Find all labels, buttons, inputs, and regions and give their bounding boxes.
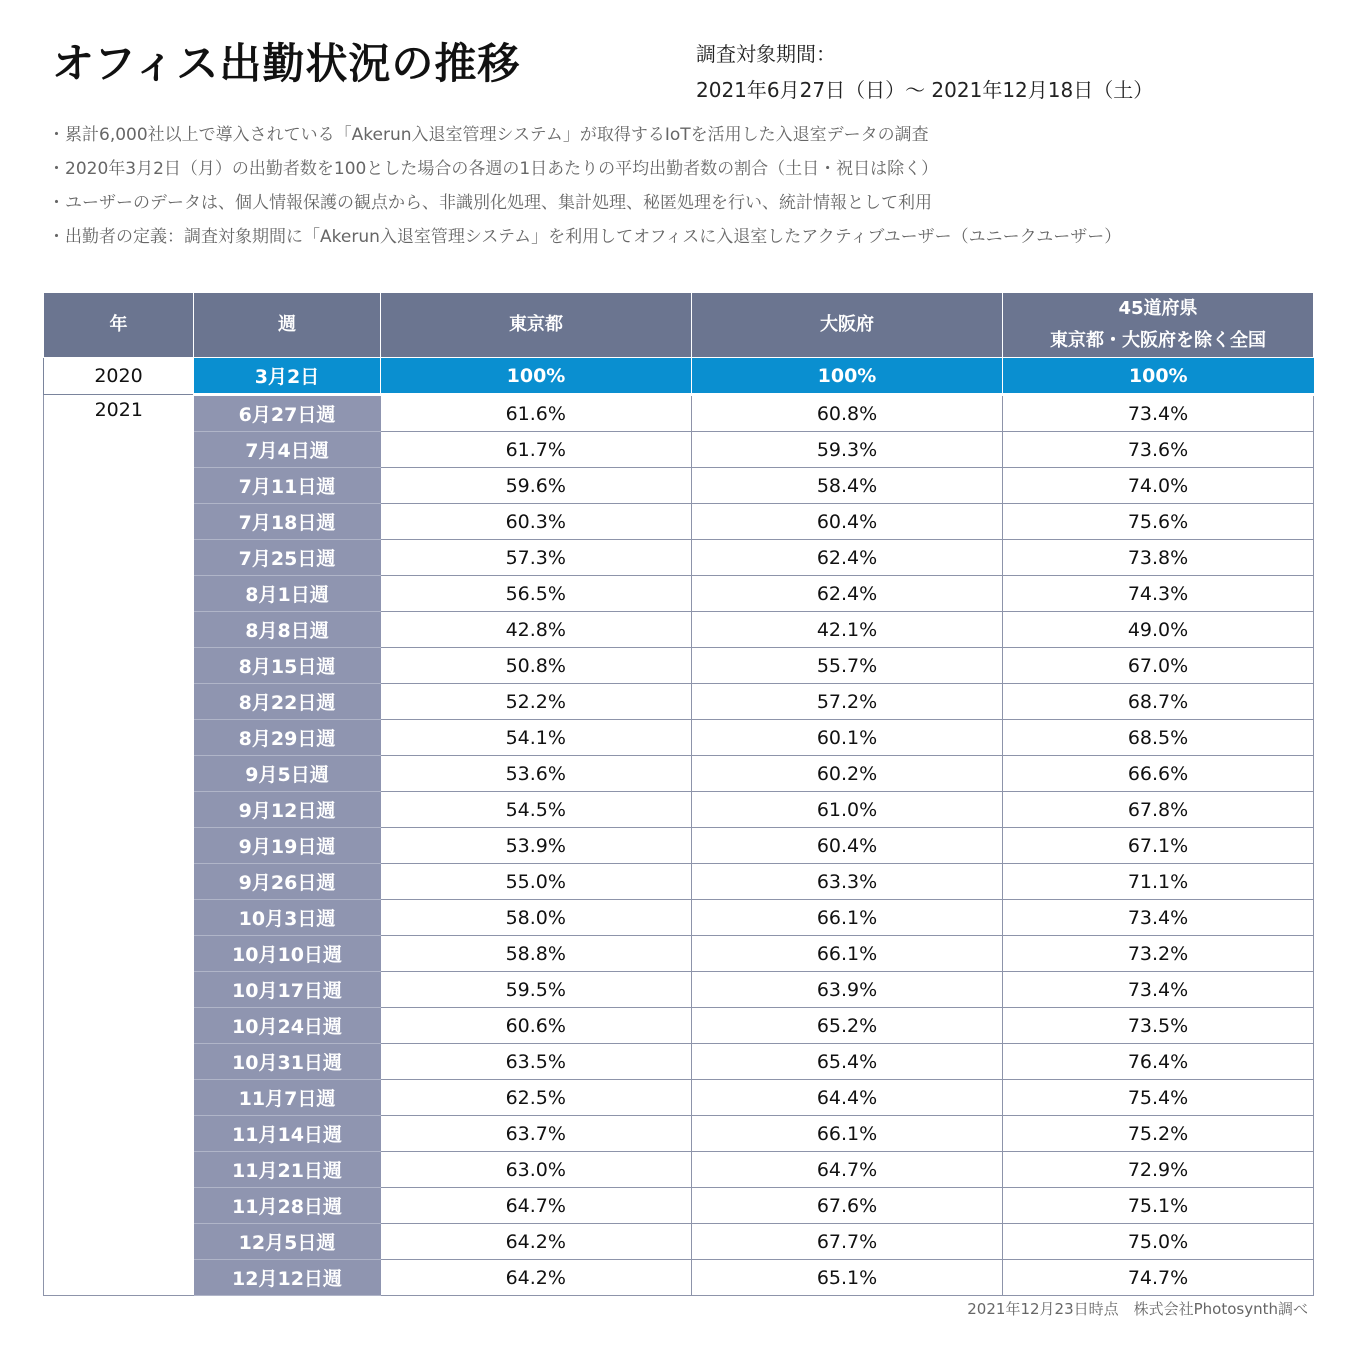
osaka-cell: 65.2% xyxy=(692,1008,1003,1044)
osaka-cell: 66.1% xyxy=(692,936,1003,972)
tokyo-cell: 63.7% xyxy=(381,1116,692,1152)
header-other-line2: 東京都・大阪府を除く全国 xyxy=(1050,330,1266,351)
osaka-cell: 57.2% xyxy=(692,684,1003,720)
tokyo-cell: 54.1% xyxy=(381,720,692,756)
osaka-cell: 60.4% xyxy=(692,504,1003,540)
week-cell: 8月22日週 xyxy=(194,684,381,720)
table-row xyxy=(44,1044,1314,1080)
note-item: ・ 2020年3月2日（月）の出勤者数を100とした場合の各週の1日あたりの平均出勤者数の割合（土日・祝日は除く） xyxy=(48,152,1308,186)
other-cell: 76.4% xyxy=(1003,1044,1314,1080)
tokyo-cell: 58.8% xyxy=(381,936,692,972)
other-cell: 67.0% xyxy=(1003,648,1314,684)
table-row xyxy=(44,756,1314,792)
osaka-cell: 64.7% xyxy=(692,1152,1003,1188)
note-item: ・ 出勤者の定義：調査対象期間に「Akerun入退室管理システム」を利用してオフィスに入退室したアクティブユーザー（ユニークユーザー） xyxy=(48,220,1308,254)
tokyo-cell: 60.3% xyxy=(381,504,692,540)
osaka-cell: 64.4% xyxy=(692,1080,1003,1116)
table-header-row xyxy=(44,293,1314,358)
table-row xyxy=(44,720,1314,756)
table-row xyxy=(44,1152,1314,1188)
header-week: 週 xyxy=(194,293,381,358)
other-cell: 74.7% xyxy=(1003,1260,1314,1296)
tokyo-cell: 63.0% xyxy=(381,1152,692,1188)
table-row xyxy=(44,936,1314,972)
other-cell: 74.3% xyxy=(1003,576,1314,612)
week-cell: 9月5日週 xyxy=(194,756,381,792)
year-cell: 2021 xyxy=(44,395,194,1296)
week-cell: 11月7日週 xyxy=(194,1080,381,1116)
osaka-cell: 67.6% xyxy=(692,1188,1003,1224)
tokyo-cell: 57.3% xyxy=(381,540,692,576)
osaka-cell: 62.4% xyxy=(692,540,1003,576)
note-item: ・ 累計6,000社以上で導入されている「Akerun入退室管理システム」が取得するIoTを活用した入退室データの調査 xyxy=(48,118,1308,152)
table-row xyxy=(44,1188,1314,1224)
other-cell: 75.4% xyxy=(1003,1080,1314,1116)
other-cell: 71.1% xyxy=(1003,864,1314,900)
week-cell: 7月4日週 xyxy=(194,432,381,468)
source-footer: 2021年12月23日時点 株式会社Photosynth調べ xyxy=(967,1300,1308,1318)
week-cell: 11月14日週 xyxy=(194,1116,381,1152)
tokyo-cell: 60.6% xyxy=(381,1008,692,1044)
table-row xyxy=(44,1224,1314,1260)
osaka-cell: 67.7% xyxy=(692,1224,1003,1260)
other-cell: 73.4% xyxy=(1003,395,1314,432)
week-cell: 6月27日週 xyxy=(194,395,381,432)
other-cell: 49.0% xyxy=(1003,612,1314,648)
table-row xyxy=(44,395,1314,432)
tokyo-cell: 50.8% xyxy=(381,648,692,684)
tokyo-cell: 58.0% xyxy=(381,900,692,936)
table-row xyxy=(44,648,1314,684)
week-cell: 9月26日週 xyxy=(194,864,381,900)
other-cell: 68.5% xyxy=(1003,720,1314,756)
page-title: オフィス出勤状況の推移 xyxy=(52,39,521,88)
other-cell: 75.6% xyxy=(1003,504,1314,540)
tokyo-cell: 62.5% xyxy=(381,1080,692,1116)
table-row xyxy=(44,1008,1314,1044)
other-cell: 74.0% xyxy=(1003,468,1314,504)
osaka-cell: 60.8% xyxy=(692,395,1003,432)
tokyo-cell: 61.7% xyxy=(381,432,692,468)
week-cell: 12月12日週 xyxy=(194,1260,381,1296)
tokyo-cell: 64.2% xyxy=(381,1224,692,1260)
table-row xyxy=(44,864,1314,900)
week-cell: 8月15日週 xyxy=(194,648,381,684)
osaka-cell: 66.1% xyxy=(692,1116,1003,1152)
week-cell: 10月24日週 xyxy=(194,1008,381,1044)
table-row xyxy=(44,432,1314,468)
tokyo-cell: 54.5% xyxy=(381,792,692,828)
other-cell: 75.0% xyxy=(1003,1224,1314,1260)
week-cell: 8月29日週 xyxy=(194,720,381,756)
other-cell: 73.4% xyxy=(1003,900,1314,936)
other-cell: 73.2% xyxy=(1003,936,1314,972)
tokyo-cell: 64.7% xyxy=(381,1188,692,1224)
other-cell: 73.6% xyxy=(1003,432,1314,468)
table-row xyxy=(44,468,1314,504)
table-row xyxy=(44,900,1314,936)
other-cell: 67.8% xyxy=(1003,792,1314,828)
baseline-tokyo: 100% xyxy=(381,358,692,395)
other-cell: 67.1% xyxy=(1003,828,1314,864)
osaka-cell: 58.4% xyxy=(692,468,1003,504)
week-cell: 7月25日週 xyxy=(194,540,381,576)
osaka-cell: 65.1% xyxy=(692,1260,1003,1296)
table-row xyxy=(44,792,1314,828)
other-cell: 75.2% xyxy=(1003,1116,1314,1152)
osaka-cell: 42.1% xyxy=(692,612,1003,648)
tokyo-cell: 59.5% xyxy=(381,972,692,1008)
tokyo-cell: 59.6% xyxy=(381,468,692,504)
osaka-cell: 63.3% xyxy=(692,864,1003,900)
table-row xyxy=(44,612,1314,648)
other-cell: 73.4% xyxy=(1003,972,1314,1008)
table-row xyxy=(44,972,1314,1008)
week-cell: 9月12日週 xyxy=(194,792,381,828)
osaka-cell: 60.1% xyxy=(692,720,1003,756)
table-row xyxy=(44,1260,1314,1296)
other-cell: 68.7% xyxy=(1003,684,1314,720)
osaka-cell: 55.7% xyxy=(692,648,1003,684)
osaka-cell: 62.4% xyxy=(692,576,1003,612)
tokyo-cell: 63.5% xyxy=(381,1044,692,1080)
week-cell: 8月1日週 xyxy=(194,576,381,612)
week-cell: 7月11日週 xyxy=(194,468,381,504)
osaka-cell: 59.3% xyxy=(692,432,1003,468)
week-cell: 10月3日週 xyxy=(194,900,381,936)
table-row xyxy=(44,540,1314,576)
tokyo-cell: 64.2% xyxy=(381,1260,692,1296)
period-range: 2021年6月27日（日）～ 2021年12月18日（土） xyxy=(696,78,1154,102)
week-cell: 11月28日週 xyxy=(194,1188,381,1224)
table-row xyxy=(44,828,1314,864)
osaka-cell: 60.2% xyxy=(692,756,1003,792)
tokyo-cell: 56.5% xyxy=(381,576,692,612)
tokyo-cell: 42.8% xyxy=(381,612,692,648)
header-osaka: 大阪府 xyxy=(692,293,1003,358)
week-cell: 9月19日週 xyxy=(194,828,381,864)
osaka-cell: 61.0% xyxy=(692,792,1003,828)
tokyo-cell: 55.0% xyxy=(381,864,692,900)
tokyo-cell: 61.6% xyxy=(381,395,692,432)
other-cell: 66.6% xyxy=(1003,756,1314,792)
baseline-year: 2020 xyxy=(44,358,194,395)
week-cell: 12月5日週 xyxy=(194,1224,381,1260)
week-cell: 10月10日週 xyxy=(194,936,381,972)
other-cell: 75.1% xyxy=(1003,1188,1314,1224)
tokyo-cell: 52.2% xyxy=(381,684,692,720)
baseline-other: 100% xyxy=(1003,358,1314,395)
tokyo-cell: 53.6% xyxy=(381,756,692,792)
table-row xyxy=(44,684,1314,720)
table-row xyxy=(44,504,1314,540)
other-cell: 72.9% xyxy=(1003,1152,1314,1188)
period-label: 調査対象期間： xyxy=(696,42,836,66)
week-cell: 7月18日週 xyxy=(194,504,381,540)
osaka-cell: 65.4% xyxy=(692,1044,1003,1080)
other-cell: 73.5% xyxy=(1003,1008,1314,1044)
osaka-cell: 60.4% xyxy=(692,828,1003,864)
osaka-cell: 66.1% xyxy=(692,900,1003,936)
week-cell: 11月21日週 xyxy=(194,1152,381,1188)
notes-list xyxy=(48,118,1308,254)
table-row xyxy=(44,1080,1314,1116)
week-cell: 8月8日週 xyxy=(194,612,381,648)
header-year: 年 xyxy=(44,293,194,358)
note-item: ・ ユーザーのデータは、個人情報保護の観点から、非識別化処理、集計処理、秘匿処理を行い、統計情報として利用 xyxy=(48,186,1308,220)
attendance-table xyxy=(43,292,1314,1296)
baseline-osaka: 100% xyxy=(692,358,1003,395)
survey-period xyxy=(696,36,1153,108)
header-other-line1: 45道府県 xyxy=(1118,298,1198,319)
table-row xyxy=(44,1116,1314,1152)
header-other xyxy=(1003,293,1314,358)
osaka-cell: 63.9% xyxy=(692,972,1003,1008)
other-cell: 73.8% xyxy=(1003,540,1314,576)
table-row xyxy=(44,576,1314,612)
baseline-row xyxy=(44,358,1314,395)
week-cell: 10月17日週 xyxy=(194,972,381,1008)
tokyo-cell: 53.9% xyxy=(381,828,692,864)
header-tokyo: 東京都 xyxy=(381,293,692,358)
week-cell: 10月31日週 xyxy=(194,1044,381,1080)
baseline-week: 3月2日 xyxy=(194,358,381,395)
